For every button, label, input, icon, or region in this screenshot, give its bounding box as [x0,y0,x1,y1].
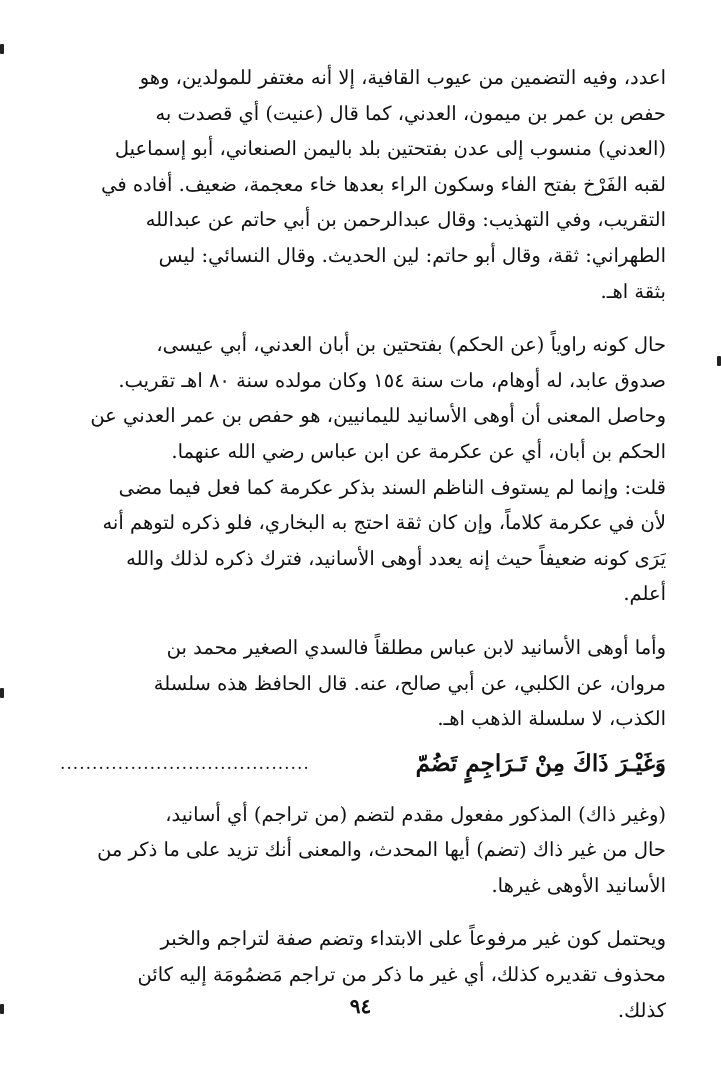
text-line: بثقة اهـ. [600,279,666,303]
paragraph-3 [60,630,666,737]
text-line: اعدد، وفيه التضمين من عيوب القافية، إلا أنه مغتفر للمولدين، وهو [139,66,666,89]
text-line: (وغير ذاك) المذكور مفعول مقدم لتضم (من تراجم) أي أسانيد، [165,802,666,826]
paragraph-gap [60,309,666,327]
text-line: حفص بن عمر بن ميمون، العدني، كما قال (عنيت) أي قصدت به [155,101,666,125]
text-line: كذلك. [617,998,666,1022]
text-line: الطهراني: ثقة، وقال أبو حاتم: لين الحديث. وقال النسائي: ليس [158,243,666,267]
paragraph-4 [60,797,666,904]
page-number: ٩٤ [349,994,372,1018]
scan-edge-mark [717,356,721,366]
scan-edge-mark [0,688,4,698]
text-line: الأسانيد الأوهى غيرها. [491,873,666,897]
text-line: أعلم. [623,582,666,606]
text-line: حال من غير ذاك (تضم) أيها المحدث، والمعنى أنك تزيد على ما ذكر من [97,838,666,862]
scan-edge-mark [0,44,4,54]
text-line: الحكم بن أبان، أي عن عكرمة عن ابن عباس رضي الله عنهما. [171,439,666,463]
verse-line [60,741,666,787]
text-line: يَرَى كونه ضعيفاً حيث إنه يعدد أوهى الأسانيد، فترك ذكره لذلك والله [126,546,666,570]
verse-dots: ....................................... [60,753,310,774]
text-line: التقريب، وفي التهذيب: وقال عبدالرحمن بن أبي حاتم عن عبدالله [145,208,666,232]
text-line: (العدني) منسوب إلى عدن بفتحتين بلد باليمن الصنعاني، أبو إسماعيل [114,137,666,161]
text-line: ويحتمل كون غير مرفوعاً على الابتداء وتضم صفة لتراجم والخبر [160,927,666,951]
text-line: وأما أوهى الأسانيد لابن عباس مطلقاً فالسدي الصغير محمد بن [166,635,666,659]
text-line: مروان، عن الكلبي، عن أبي صالح، عنه. قال الحافظ هذه سلسلة [153,671,666,695]
text-line: لقبه الفَرْخ بفتح الفاء وسكون الراء بعدها خاء معجمة، ضعيف. أفاده في [101,172,666,196]
text-line: صدوق عابد، له أوهام، مات سنة ١٥٤ وكان مولده سنة ٨٠ اهـ تقريب. [118,368,666,392]
paragraph-1 [60,60,666,309]
paragraph-gap [60,612,666,630]
text-line: لأن في عكرمة كلاماً، وإن كان ثقة احتج به البخاري، فلو ذكره لتوهم أنه [102,511,666,535]
page-body [60,60,666,1028]
text-line: وحاصل المعنى أن أوهى الأسانيد لليمانيين، هو حفص بن عمر العدني عن [90,404,666,428]
text-line: حال كونه راوياً (عن الحكم) بفتحتين بن أبان العدني، أبي عيسى، [156,333,666,357]
paragraph-2 [60,327,666,612]
scan-edge-mark [0,1004,4,1014]
text-line: قلت: وإنما لم يستوف الناظم السند بذكر عكرمة كما فعل فيما مضى [118,475,666,499]
text-line: الكذب، لا سلسلة الذهب اهـ. [437,707,666,731]
verse-text: وَغَيْـرَ ذَاكَ مِنْ تَـرَاجِمٍ تَضُمّ [415,750,666,778]
text-line: محذوف تقديره كذلك، أي غير ما ذكر من تراجم مَضمُومَة إليه كائن [137,963,666,987]
paragraph-gap [60,903,666,921]
